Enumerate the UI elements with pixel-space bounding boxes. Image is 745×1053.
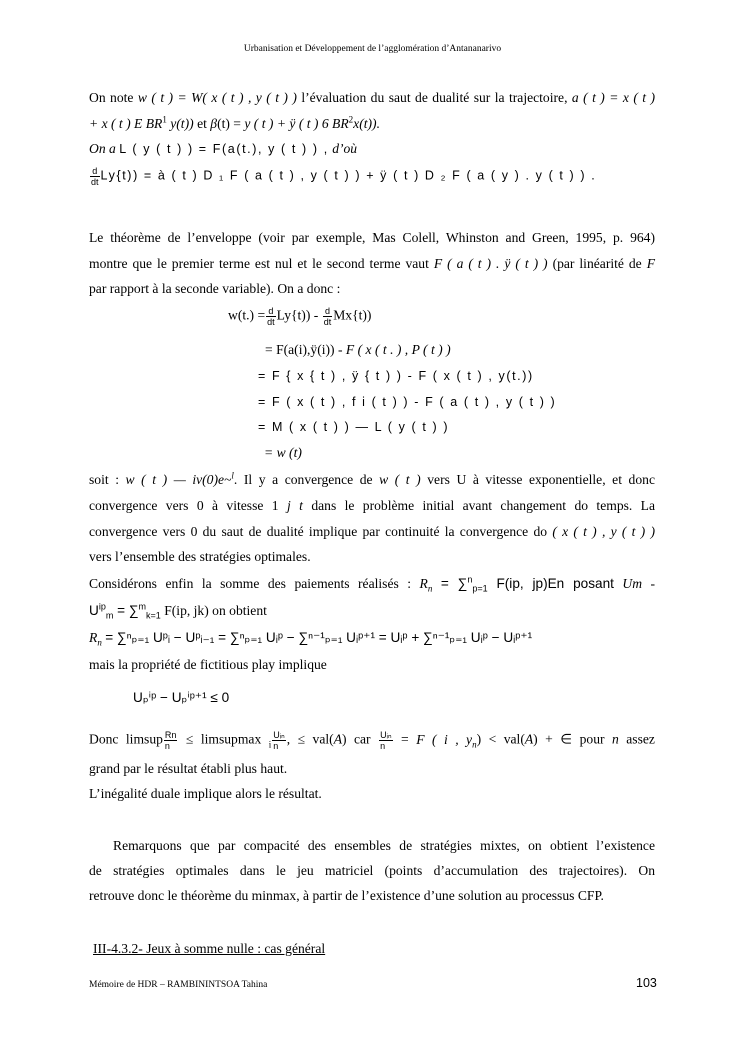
equation-line: = F ( x ( t ) , f i ( t ) ) - F ( a ( t ) , y ( t ) ) <box>258 395 557 409</box>
superscript: 1 <box>162 114 167 125</box>
math: y ( t ) + ÿ ( t ) 6 BR <box>244 116 349 131</box>
text: ) car <box>342 731 371 747</box>
text: assez <box>626 731 655 747</box>
math: Mx{t)) <box>333 307 372 323</box>
text: . Il y a convergence de <box>233 472 373 487</box>
derivative-fraction: $\frac{d}{dt}$ <box>267 306 275 327</box>
derivative-fraction: $\frac{d}{dt}$ <box>323 306 332 327</box>
body-line <box>89 576 655 592</box>
page-number: 103 <box>636 976 657 990</box>
math: β <box>210 116 218 131</box>
math: j t <box>286 498 303 513</box>
equation-line: = w (t) <box>264 445 302 460</box>
math: Um <box>622 576 643 591</box>
superscript: l <box>231 470 234 481</box>
equation-line <box>228 306 371 327</box>
text: ≤ limsupmax <box>185 731 262 747</box>
body-line: de stratégies optimales dans le jeu matriciel (points d’accumulation des trajectoires). On <box>89 863 655 878</box>
math: n <box>612 731 619 747</box>
body-line <box>89 603 267 619</box>
math: = ∑ⁿₚ₌₁ Uᵖᵢ − Uᵖᵢ₋₁ = ∑ⁿₚ₌₁ Uᵢᵖ − ∑ⁿ⁻¹ₚ₌₁ Uᵢᵖ⁺¹ = Uᵢᵖ + ∑ⁿ⁻¹ₚ₌₁ Uᵢᵖ − Uᵢᵖ⁺¹ <box>105 630 533 645</box>
body-line: mais la propriété de fictitious play implique <box>89 657 327 672</box>
body-line <box>89 524 655 540</box>
math: R <box>89 630 98 645</box>
section-title: III-4.3.2- Jeux à somme nulle : cas général <box>93 941 326 956</box>
body-line: par rapport à la seconde variable). On a donc : <box>89 281 341 296</box>
text: l’évaluation du saut de dualité sur la trajectoire, <box>301 90 568 105</box>
body-line: retrouve donc le théorème du minmax, à partir de l’existence d’une solution au processus CFP. <box>89 888 604 903</box>
math: Ly{t)) - <box>276 307 319 323</box>
math: = ∑ <box>117 603 139 618</box>
fraction: $\frac{Rn}{n}$ <box>164 730 177 751</box>
text: (t) = <box>217 116 241 131</box>
text: - <box>650 576 656 591</box>
text: ) < val( <box>476 731 525 747</box>
text: et <box>197 116 207 131</box>
text: Donc limsup <box>89 731 163 747</box>
body-line <box>89 472 655 488</box>
subscript: k=1 <box>146 610 161 621</box>
text: soit : <box>89 472 119 487</box>
math: A <box>524 731 534 747</box>
body-line <box>89 116 380 132</box>
text: Considérons enfin la somme des paiements réalisés : <box>89 576 412 591</box>
math: L ( y ( t ) ) = F(a(t.), y ( t ) ) , <box>119 142 329 156</box>
equation-line <box>265 342 451 358</box>
math: w ( t ) — iv(0)e~ <box>125 472 232 487</box>
math: On a <box>89 141 116 156</box>
math: = ∑ <box>440 576 468 591</box>
subscript: i <box>268 739 272 750</box>
math: R <box>419 576 428 591</box>
equation-line: = F { x { t ) , ÿ { t ) ) - F ( x ( t ) , y(t.)) <box>258 369 534 383</box>
body-line: Remarquons que par compacité des ensembles de stratégies mixtes, on obtient l’existence <box>113 838 655 853</box>
text: vers U à vitesse exponentielle, et donc <box>427 472 655 487</box>
math: = F(a(i),ÿ(i)) - <box>265 342 343 357</box>
text: convergence vers 0 à vitesse 1 <box>89 498 279 513</box>
running-header: Urbanisation et Développement de l’agglomération d’Antananarivo <box>243 44 502 54</box>
derivative-fraction: $\frac{d}{dt}$ <box>91 166 99 187</box>
math: A <box>333 731 342 747</box>
math: w(t.) = <box>228 307 266 323</box>
math: x(t)). <box>353 116 380 131</box>
math: F ( i , y <box>416 731 473 747</box>
body-line <box>89 166 596 187</box>
text: On note <box>89 90 134 105</box>
text: , ≤ val( <box>286 731 334 747</box>
text: F(ip, jk) on obtient <box>164 603 267 618</box>
superscript: n <box>467 574 473 585</box>
math: w ( t ) = W( x ( t ) , y ( t ) ) <box>137 90 297 105</box>
math: Ly{t)) = à ( t ) D ₁ F ( a ( t ) , y ( t ) ) + ÿ ( t ) D ₂ F ( a ( y ) . y ( t ) ) . <box>100 168 597 183</box>
body-line <box>89 256 655 272</box>
math: F <box>646 256 656 271</box>
math: U <box>89 603 99 618</box>
body-line: L’inégalité duale implique alors le résultat. <box>89 786 322 801</box>
math: a ( t ) = x ( t ) <box>571 90 656 105</box>
subscript: n <box>472 739 477 750</box>
body-line <box>89 141 357 157</box>
equation-line: Uₚⁱᵖ − Uₚⁱᵖ⁺¹ ≤ 0 <box>133 690 230 705</box>
footer-author: Mémoire de HDR – RAMBININTSOA Tahina <box>89 980 268 990</box>
text: = <box>401 731 409 747</box>
subscript: m <box>105 610 114 621</box>
superscript: ip <box>98 601 106 612</box>
body-line <box>89 90 655 106</box>
text: d’où <box>332 141 358 156</box>
equation-line: = M ( x ( t ) ) — L ( y ( t ) ) <box>258 420 450 434</box>
body-line <box>89 730 655 751</box>
math: w ( t ) <box>379 472 421 487</box>
body-line <box>89 630 532 646</box>
text: convergence vers 0 du saut de dualité implique par continuité la convergence do <box>89 524 548 539</box>
fraction: $\frac{\text{Uᵢₙ}}{n}$ <box>273 730 285 751</box>
subscript: n <box>427 583 433 594</box>
math: F(ip, jp)En posant <box>496 576 614 591</box>
text: (par linéarité de <box>552 256 642 271</box>
superscript: 2 <box>348 114 354 125</box>
text: dans le problème initial avant changement do temps. La <box>311 498 656 513</box>
body-line: grand par le résultat établi plus haut. <box>89 761 288 776</box>
text: ) + ∈ pour <box>533 731 605 747</box>
subscript: p=1 <box>472 583 488 594</box>
superscript: m <box>138 601 147 612</box>
fraction: $\frac{\text{Uᵢₙ}}{n}$ <box>380 730 392 751</box>
math: F ( x ( t . ) , P ( t ) ) <box>345 342 451 357</box>
math: + x ( t ) E BR <box>89 116 163 131</box>
subscript: n <box>97 637 102 648</box>
body-line: vers l’ensemble des stratégies optimales. <box>89 549 311 564</box>
math: ( x ( t ) , y ( t ) ) <box>552 524 655 539</box>
text: montre que le premier terme est nul et le second terme vaut <box>89 256 429 271</box>
body-line <box>89 498 655 514</box>
math: y(t)) <box>170 116 194 131</box>
math: F ( a ( t ) . ÿ ( t ) ) <box>433 256 548 271</box>
body-line: Le théorème de l’enveloppe (voir par exemple, Mas Colell, Whinston and Green, 1995, p. 964) <box>89 230 655 245</box>
